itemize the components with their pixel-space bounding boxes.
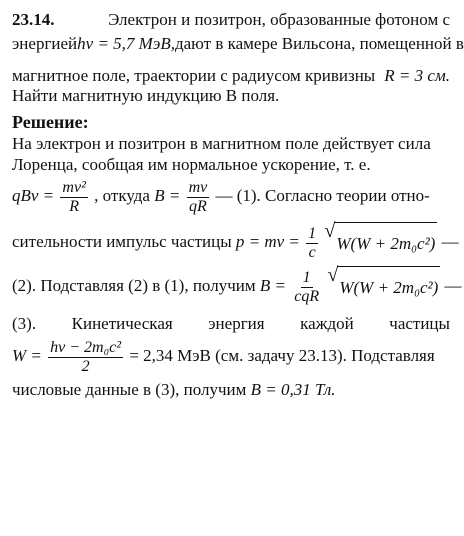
problem-text-2b: дают в камере Вильсона, помещенной в <box>174 34 464 53</box>
sqrt-sign-icon: √ <box>327 264 339 287</box>
word-3: энергия <box>208 314 265 333</box>
solution-text-2: Лоренца, сообщая им нормальное ускорение, т. е. <box>12 155 371 174</box>
kinetic-lhs: W = <box>12 346 42 365</box>
problem-line-1 <box>12 10 450 30</box>
sqrt-expression-2: √ W(W + 2m₀c²) <box>327 266 440 308</box>
momentum-text: сительности импульс частицы <box>12 232 232 251</box>
solution-line-8 <box>12 380 336 400</box>
eq1-tail: — (1). Согласно теории отно- <box>215 186 430 205</box>
fraction-1-c: $\frac{1}{c}$ <box>308 224 317 261</box>
word-2: Кинетическая <box>71 314 173 333</box>
radius-formula: R = 3 см. <box>384 66 450 85</box>
solution-text-1: На электрон и позитрон в магнитном поле действует сила <box>12 134 431 153</box>
solution-line-6 <box>12 314 450 334</box>
word-5: частицы <box>389 314 450 333</box>
solution-line-4 <box>12 222 459 264</box>
problem-line-4 <box>12 86 279 106</box>
photon-energy-formula: hν = 5,7 МэВ, <box>77 34 175 53</box>
problem-number: 23.14. <box>12 10 55 29</box>
sqrt-expression: √ W(W + 2m₀c²) <box>324 222 437 264</box>
solution-line-5 <box>12 266 462 308</box>
problem-question: Найти магнитную индукцию B поля. <box>12 86 280 105</box>
solution-line-7 <box>12 336 435 376</box>
eq3-dash: — <box>444 276 462 295</box>
b-formula: B = <box>259 276 286 295</box>
eq2-dash: — <box>441 232 459 251</box>
problem-text-1: Электрон и позитрон, образованные фотоном с <box>108 10 450 29</box>
b-eq: B = <box>154 186 181 205</box>
fraction-mv2-r: $\frac{\text{mv²}}{R}$ <box>62 178 86 215</box>
whence-text: , откуда <box>94 186 150 205</box>
word-1: (3). <box>12 314 37 333</box>
lorentz-lhs: qBv = <box>12 186 55 205</box>
final-text: числовые данные в (3), получим <box>12 380 247 399</box>
problem-line-3 <box>12 66 450 86</box>
solution-heading: Решение: <box>12 112 89 132</box>
final-result: B = 0,31 Тл. <box>250 380 336 399</box>
fraction-1-cqr: $\frac{1}{\text{cqR}}$ <box>294 268 320 305</box>
kinetic-rest: = 2,34 МэВ (см. задачу 23.13). Подставляя <box>129 346 435 365</box>
problem-text-2a: энергией <box>12 34 78 53</box>
sqrt-sign-icon: √ <box>324 220 336 243</box>
word-4: каждой <box>300 314 354 333</box>
fraction-kinetic: $\frac{\text{hν − 2m₀c²}}{2}$ <box>50 338 122 375</box>
momentum-formula: p = mv = <box>235 232 300 251</box>
solution-line-1 <box>12 134 450 154</box>
substitution-text: (2). Подставляя (2) в (1), получим <box>12 276 256 295</box>
problem-text-3a: магнитное поле, траектории с радиусом кривизны <box>12 66 376 85</box>
fraction-mv-qr: $\frac{mv}{qR}$ <box>188 178 208 215</box>
problem-line-2 <box>12 34 464 54</box>
solution-line-2 <box>12 155 450 175</box>
solution-line-3 <box>12 176 430 216</box>
